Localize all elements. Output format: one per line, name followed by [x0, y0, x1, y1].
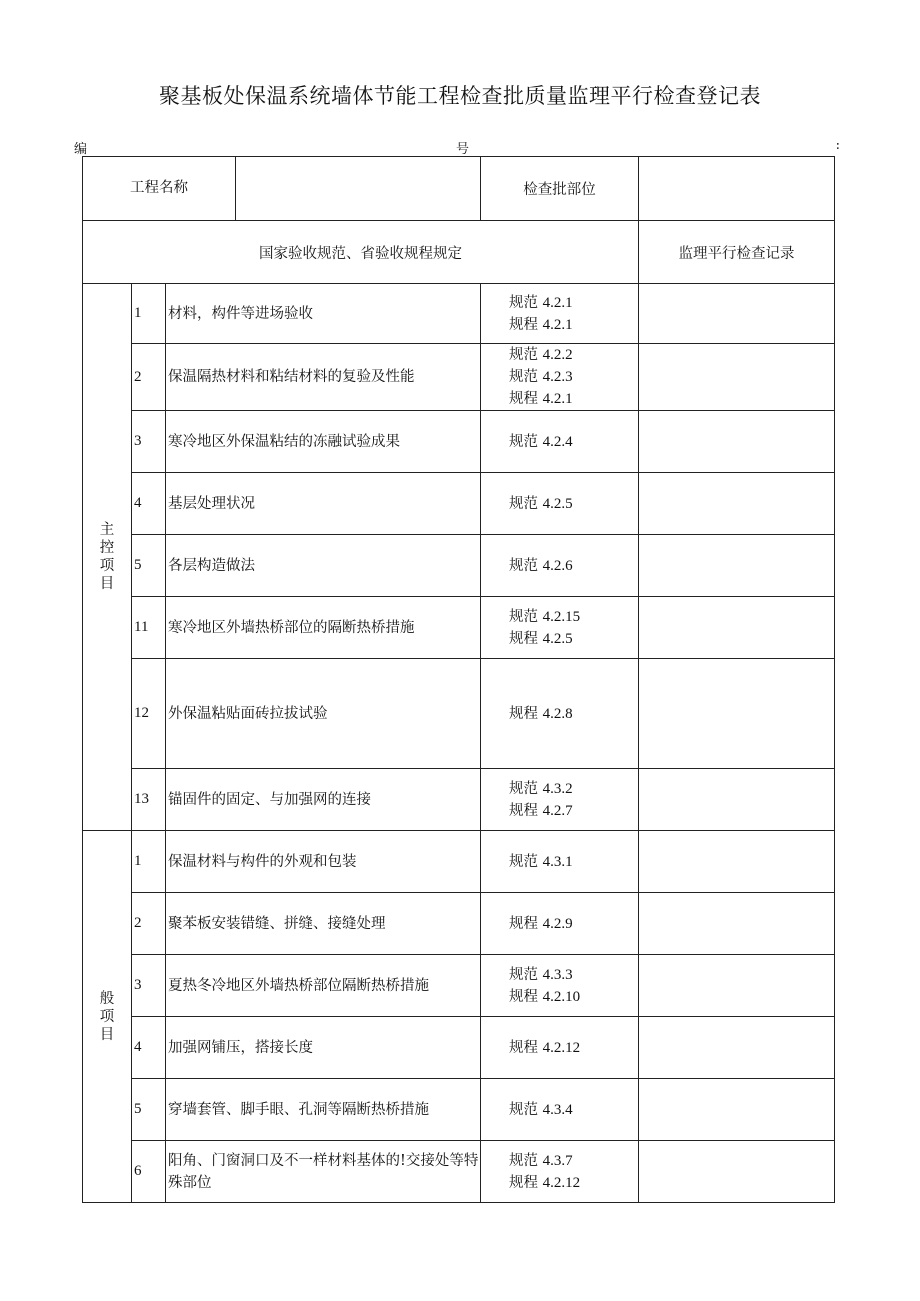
table-row [83, 344, 835, 411]
main-control-category [83, 284, 132, 831]
reference-type: 规程 [509, 316, 539, 333]
reference-type: 规范 [509, 294, 539, 311]
table-row [83, 597, 835, 659]
reference-line [509, 555, 638, 577]
reference-line [509, 388, 638, 410]
row-number: 6 [132, 1141, 166, 1203]
reference-type: 规程 [509, 705, 539, 722]
table-row [83, 893, 835, 955]
table-row [83, 831, 835, 893]
number-label-left: 编 [74, 142, 88, 157]
reference-line [509, 913, 638, 935]
reference-clause: 4.2.2 [542, 347, 573, 363]
parallel-check-record[interactable] [639, 955, 835, 1017]
project-name-field[interactable] [236, 157, 480, 220]
batch-part-field[interactable] [639, 157, 835, 221]
parallel-check-record[interactable] [639, 344, 835, 411]
reference-clause: 4.2.1 [542, 294, 573, 311]
row-number: 2 [132, 344, 166, 411]
parallel-check-record[interactable] [639, 411, 835, 473]
spec-header: 国家验收规范、省验收规程规定 [83, 221, 639, 284]
reference-line [509, 493, 638, 515]
category-char: 目 [99, 576, 115, 592]
reference-type: 规范 [509, 347, 539, 363]
parallel-check-record[interactable] [639, 659, 835, 769]
reference-clause: 4.2.5 [542, 495, 573, 512]
standard-reference [481, 831, 639, 893]
standard-reference [481, 1079, 639, 1141]
inspection-item: 寒冷地区外墙热桥部位的隔断热桥措施 [166, 597, 481, 659]
parallel-check-record[interactable] [639, 597, 835, 659]
parallel-check-record[interactable] [639, 535, 835, 597]
reference-line [509, 1099, 638, 1121]
inspection-item: 保温材料与构件的外观和包装 [166, 831, 481, 893]
inspection-item: 保温隔热材料和粘结材料的复验及性能 [166, 344, 481, 411]
inspection-item: 聚苯板安装错缝、拼缝、接缝处理 [166, 893, 481, 955]
reference-type: 规范 [509, 369, 539, 385]
parallel-check-record[interactable] [639, 1079, 835, 1141]
reference-type: 规程 [509, 988, 539, 1005]
row-number: 2 [132, 893, 166, 955]
parallel-check-record[interactable] [639, 831, 835, 893]
category-char: 项 [99, 558, 115, 574]
reference-clause: 4.2.8 [542, 705, 573, 722]
reference-type: 规程 [509, 1174, 539, 1191]
reference-type: 规范 [509, 1152, 539, 1169]
parallel-check-record[interactable] [639, 284, 835, 344]
standard-reference [481, 344, 639, 411]
table-row [83, 411, 835, 473]
reference-clause: 4.2.1 [542, 391, 573, 407]
reference-type: 规程 [509, 915, 539, 932]
reference-line [509, 964, 638, 986]
row-number: 4 [132, 1017, 166, 1079]
number-label-colon: : [835, 138, 840, 153]
standard-reference [481, 597, 639, 659]
inspection-item: 锚固件的固定、与加强网的连接 [166, 769, 481, 831]
reference-type: 规程 [509, 802, 539, 819]
parallel-check-record[interactable] [639, 769, 835, 831]
reference-type: 规范 [509, 966, 539, 983]
inspection-item: 夏热冬冷地区外墙热桥部位隔断热桥措施 [166, 955, 481, 1017]
table-row [83, 535, 835, 597]
number-line [74, 138, 840, 156]
row-number: 1 [132, 284, 166, 344]
standard-reference [481, 659, 639, 769]
reference-line [509, 366, 638, 388]
row-number: 13 [132, 769, 166, 831]
row-number: 4 [132, 473, 166, 535]
reference-type: 规范 [509, 1101, 539, 1118]
table-row [83, 473, 835, 535]
reference-type: 规范 [509, 608, 539, 625]
row-number: 5 [132, 535, 166, 597]
reference-clause: 4.2.12 [542, 1174, 581, 1191]
reference-line [509, 606, 638, 628]
table-row [83, 955, 835, 1017]
reference-line [509, 1172, 638, 1194]
batch-part-label: 检查批部位 [481, 157, 639, 221]
reference-line [509, 628, 638, 650]
reference-line [509, 703, 638, 725]
reference-clause: 4.2.15 [542, 608, 581, 625]
parallel-check-record[interactable] [639, 1141, 835, 1203]
reference-line [509, 1150, 638, 1172]
reference-clause: 4.2.4 [542, 433, 573, 450]
reference-type: 规范 [509, 853, 539, 870]
reference-clause: 4.3.7 [542, 1152, 573, 1169]
table-row [83, 769, 835, 831]
inspection-item: 各层构造做法 [166, 535, 481, 597]
reference-line [509, 1037, 638, 1059]
reference-line [509, 778, 638, 800]
inspection-item: 基层处理状况 [166, 473, 481, 535]
parallel-check-record[interactable] [639, 893, 835, 955]
inspection-item: 穿墙套管、脚手眼、孔洞等隔断热桥措施 [166, 1079, 481, 1141]
reference-clause: 4.2.7 [542, 802, 573, 819]
standard-reference [481, 955, 639, 1017]
inspection-item: 寒冷地区外保温粘结的冻融试验成果 [166, 411, 481, 473]
reference-type: 规范 [509, 780, 539, 797]
reference-line [509, 800, 638, 822]
header-row-columns [83, 221, 835, 284]
parallel-check-record[interactable] [639, 1017, 835, 1079]
reference-type: 规程 [509, 630, 539, 647]
standard-reference [481, 893, 639, 955]
category-char: 般 [99, 990, 115, 1007]
general-category [83, 831, 132, 1203]
standard-reference [481, 1017, 639, 1079]
reference-line [509, 314, 638, 336]
reference-line [509, 292, 638, 314]
standard-reference [481, 473, 639, 535]
inspection-item: 阳角、门窗洞口及不一样材料基体的!交接处等特殊部位 [166, 1141, 481, 1203]
category-char: 主 [99, 522, 115, 538]
inspection-item: 加强网铺压，搭接长度 [166, 1017, 481, 1079]
reference-type: 规范 [509, 433, 539, 450]
category-char: 项 [99, 1008, 115, 1025]
reference-type: 规程 [509, 391, 539, 407]
reference-clause: 4.2.10 [542, 988, 581, 1005]
reference-type: 规范 [509, 557, 539, 574]
parallel-check-record[interactable] [639, 473, 835, 535]
reference-clause: 4.3.1 [542, 853, 573, 870]
category-char: 目 [99, 1026, 115, 1043]
table-row [83, 284, 835, 344]
reference-line [509, 431, 638, 453]
inspection-item: 材料，构件等进场验收 [166, 284, 481, 344]
page-title: 聚基板处保温系统墙体节能工程检查批质量监理平行检查登记表 [159, 84, 761, 108]
inspection-table [82, 156, 835, 1203]
standard-reference [481, 1141, 639, 1203]
reference-clause: 4.2.1 [542, 316, 573, 333]
row-number: 3 [132, 955, 166, 1017]
row-number: 1 [132, 831, 166, 893]
table-row [83, 1141, 835, 1203]
project-name-label: 工程名称 [83, 157, 236, 220]
number-label-mid: 号 [456, 142, 470, 157]
row-number: 3 [132, 411, 166, 473]
reference-clause: 4.2.9 [542, 915, 573, 932]
standard-reference [481, 535, 639, 597]
row-number: 11 [132, 597, 166, 659]
table-row [83, 1017, 835, 1079]
standard-reference [481, 284, 639, 344]
standard-reference [481, 769, 639, 831]
reference-line [509, 986, 638, 1008]
inspection-item: 外保温粘贴面砖拉拔试验 [166, 659, 481, 769]
reference-clause: 4.2.5 [542, 630, 573, 647]
table-row [83, 1079, 835, 1141]
reference-line [509, 344, 638, 366]
table-row [83, 659, 835, 769]
record-header: 监理平行检查记录 [639, 221, 835, 284]
category-char: 控 [99, 540, 115, 556]
reference-clause: 4.2.12 [542, 1039, 581, 1056]
reference-clause: 4.3.2 [542, 780, 573, 797]
reference-clause: 4.2.6 [542, 557, 573, 574]
reference-clause: 4.3.4 [542, 1101, 573, 1118]
header-row-project [83, 157, 835, 221]
reference-line [509, 851, 638, 873]
reference-clause: 4.2.3 [542, 369, 573, 385]
reference-type: 规范 [509, 495, 539, 512]
reference-type: 规程 [509, 1039, 539, 1056]
project-name-cell [83, 157, 481, 221]
reference-clause: 4.3.3 [542, 966, 573, 983]
row-number: 12 [132, 659, 166, 769]
row-number: 5 [132, 1079, 166, 1141]
standard-reference [481, 411, 639, 473]
